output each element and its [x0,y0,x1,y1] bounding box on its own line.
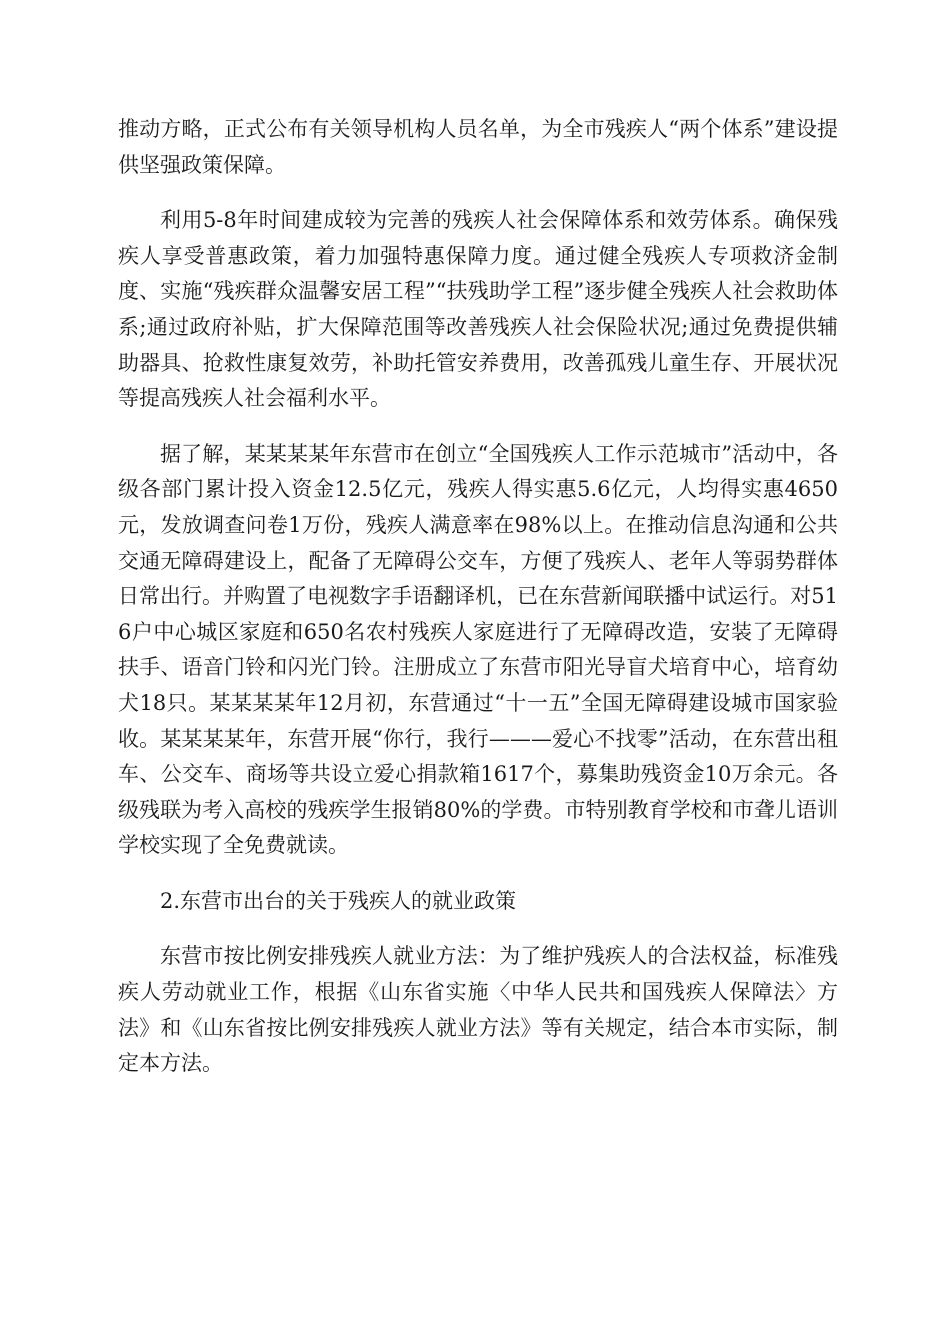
paragraph-statistics: 据了解，某某某某年东营市在创立“全国残疾人工作示范城市”活动中，各级各部门累计投入资金12.5亿元，残疾人得实惠5.6亿元，人均得实惠4650元，发放调查问卷1万份，残疾人满意率在98%以上。在推动信息沟通和公共交通无障碍建设上，配备了无障碍公交车，方便了残疾人、老年人等弱势群体日常出行。并购置了电视数字手语翻译机，已在东营新闻联播中试运行。对516户中心城区家庭和650名农村残疾人家庭进行了无障碍改造，安装了无障碍扶手、语音门铃和闪光门铃。注册成立了东营市阳光导盲犬培育中心，培育幼犬18只。某某某某年12月初，东营通过“十一五”全国无障碍建设城市国家验收。某某某某年，东营开展“你行，我行———爱心不找零”活动，在东营出租车、公交车、商场等共设立爱心捐款箱1617个，募集助残资金10万余元。各级残联为考入高校的残疾学生报销80%的学费。市特别教育学校和市聋儿语训学校实现了全免费就读。 [118,441,838,858]
paragraph-continuation: 推动方略，正式公布有关领导机构人员名单，为全市残疾人“两个体系”建设提供坚强政策保障。 [118,117,838,177]
paragraph-employment-policy: 东营市按比例安排残疾人就业方法：为了维护残疾人的合法权益，标准残疾人劳动就业工作，根据《山东省实施〈中华人民共和国残疾人保障法〉方法》和《山东省按比例安排残疾人就业方法》等有关规定，结合本市实际，制定本方法。 [118,944,838,1076]
paragraph-social-security: 利用5-8年时间建成较为完善的残疾人社会保障体系和效劳体系。确保残疾人享受普惠政策，着力加强特惠保障力度。通过健全残疾人专项救济金制度、实施“残疾群众温馨安居工程”“扶残助学工程”逐步健全残疾人社会救助体系;通过政府补贴，扩大保障范围等改善残疾人社会保险状况;通过免费提供辅助器具、抢救性康复效劳，补助托管安养费用，改善孤残儿童生存、开展状况等提高残疾人社会福利水平。 [118,208,838,411]
section-heading: 2.东营市出台的关于残疾人的就业政策 [160,888,517,913]
document-page [118,112,838,1082]
